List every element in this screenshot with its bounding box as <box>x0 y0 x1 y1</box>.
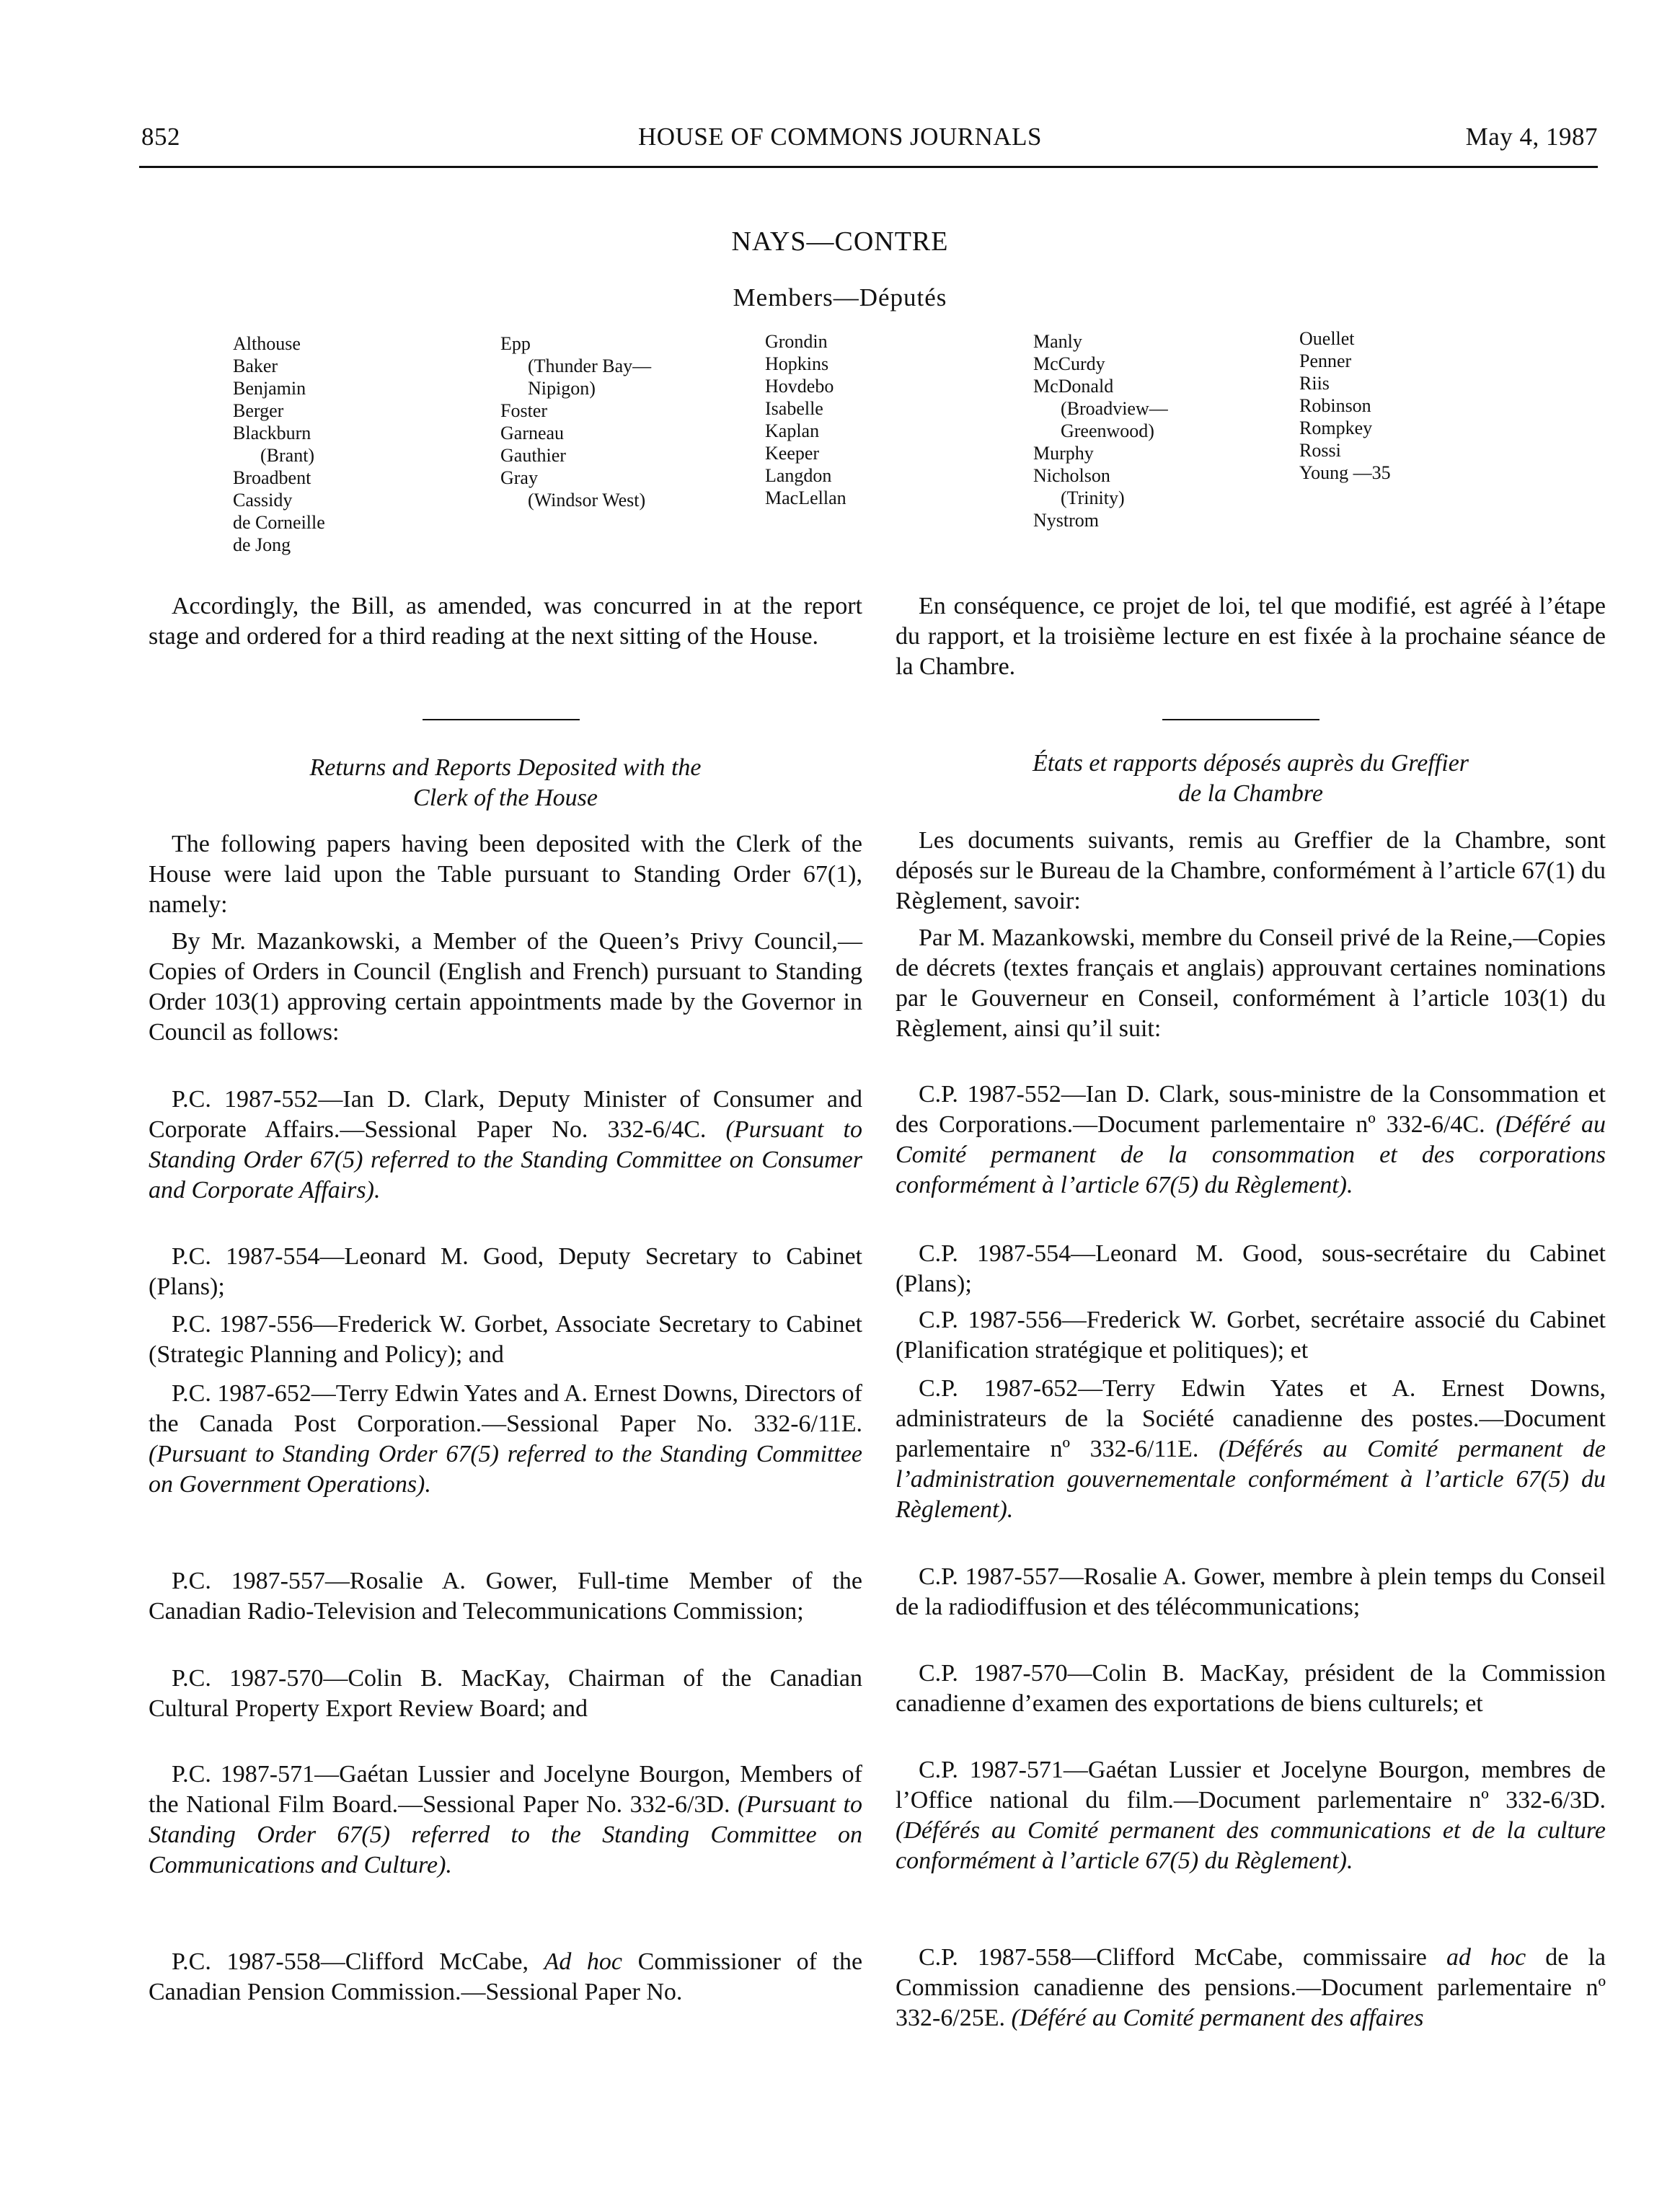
order-570-en: P.C. 1987-570—Colin B. MacKay, Chairman of the Canadian Cultural Property Export Review Board; and <box>149 1665 862 1722</box>
member-name: Blackburn <box>233 423 311 443</box>
section-title-line-2: de la Chambre <box>1178 780 1323 807</box>
member-name: de Corneille <box>233 512 325 533</box>
member-riding: (Trinity) <box>1061 487 1125 508</box>
section-title-line-1: États et rapports déposés auprès du Greffier <box>1032 750 1469 777</box>
section-heading-fr <box>896 748 1606 809</box>
order-text: P.C. 1987-571—Gaétan Lussier and Jocelyne Bourgon, Members of the National Film Board.—Sessional Paper No. 332-6/3D. <box>149 1761 862 1818</box>
order-text: C.P. 1987-571—Gaétan Lussier et Jocelyne Bourgon, membres de l’Office national du film.—Document parlementaire nº 332-6/3D. <box>896 1757 1606 1814</box>
referral-note: (Pursuant to Standing Order 67(5) referred to the Standing Committee on Communications and Culture). <box>149 1791 863 1878</box>
member-riding: (Thunder Bay— <box>528 355 652 376</box>
member-name: Kaplan <box>765 420 820 441</box>
order-552-en <box>149 1085 862 1206</box>
order-text: P.C. 1987-652—Terry Edwin Yates and A. Ernest Downs, Directors of the Canada Post Corporation.—Sessional Paper No. 332-6/11E. <box>149 1380 862 1437</box>
section-divider-en <box>423 719 580 720</box>
member-name: MacLellan <box>765 487 846 508</box>
member-name: Grondin <box>765 331 828 352</box>
by-mazankowski-en: By Mr. Mazankowski, a Member of the Queen’s Privy Council,—Copies of Orders in Council (English and French) pursuant to Standing Order 103(1) approving certain appointments made by the Governor in Council as follows: <box>149 928 862 1046</box>
order-text: de la Commission canadienne des pensions.—Document parlementaire nº 332-6/25E. <box>896 1944 1606 2031</box>
member-name: Nicholson <box>1033 465 1110 486</box>
referral-note: (Déféré au Comité permanent des affaires <box>1011 2005 1424 2031</box>
member-name: Foster <box>500 400 547 421</box>
order-571-fr <box>896 1755 1606 1876</box>
order-text: P.C. 1987-558—Clifford McCabe, <box>172 1948 529 1975</box>
order-text: C.P. 1987-558—Clifford McCabe, commissaire <box>919 1944 1427 1971</box>
member-name: Rossi <box>1299 440 1341 461</box>
order-652-en <box>149 1379 862 1500</box>
nays-column-3 <box>765 330 846 509</box>
referral-note: (Déférés au Comité permanent de l’administration gouvernementale conformément à l’article 67(5) du Règlement). <box>896 1436 1606 1523</box>
accordingly-paragraph-fr: En conséquence, ce projet de loi, tel que modifié, est agréé à l’étape du rapport, et la troisième lecture en est fixée à la prochaine séance de la Chambre. <box>896 593 1606 680</box>
order-554-fr: C.P. 1987-554—Leonard M. Good, sous-secrétaire du Cabinet (Plans); <box>896 1240 1606 1297</box>
ad-hoc-term: ad hoc <box>1446 1944 1526 1971</box>
member-name: Nystrom <box>1033 510 1099 531</box>
order-text: P.C. 1987-552—Ian D. Clark, Deputy Minister of Consumer and Corporate Affairs.—Sessional Paper No. 332-6/4C. <box>149 1086 862 1143</box>
order-557-fr: C.P. 1987-557—Rosalie A. Gower, membre à plein temps du Conseil de la radiodiffusion et des télécommunications; <box>896 1563 1606 1620</box>
member-name: McDonald <box>1033 376 1114 397</box>
nays-column-5 <box>1299 327 1391 484</box>
order-571-en <box>149 1759 862 1881</box>
nays-column-1 <box>233 332 325 556</box>
order-556-en: P.C. 1987-556—Frederick W. Gorbet, Associate Secretary to Cabinet (Strategic Planning and Policy); and <box>149 1311 862 1368</box>
member-name: Rompkey <box>1299 418 1373 438</box>
order-557-en: P.C. 1987-557—Rosalie A. Gower, Full-time Member of the Canadian Radio-Television and Telecommunications Commission; <box>149 1568 862 1625</box>
member-name: Isabelle <box>765 398 823 419</box>
member-riding: Nipigon) <box>528 378 596 399</box>
order-text: Commissioner of the Canadian Pension Commission.—Sessional Paper No. <box>149 1948 863 2005</box>
by-mazankowski-fr: Par M. Mazankowski, membre du Conseil privé de la Reine,—Copies de décrets (textes français et anglais) approuvant certaines nominations par le Gouverneur en Conseil, conformément à l’article 103(1) du Règlement, ainsi qu’il suit: <box>896 924 1606 1042</box>
member-name: Benjamin <box>233 378 306 399</box>
member-name: Penner <box>1299 350 1352 371</box>
following-papers-fr: Les documents suivants, remis au Greffier de la Chambre, sont déposés sur le Bureau de la Chambre, conformément à l’article 67(1) du Règlement, savoir: <box>896 827 1606 914</box>
page-date: May 4, 1987 <box>1465 123 1598 151</box>
header-rule <box>139 166 1598 168</box>
member-riding: (Windsor West) <box>528 490 646 511</box>
member-name: Manly <box>1033 331 1082 352</box>
member-name: Gray <box>500 467 538 488</box>
nays-column-4 <box>1033 330 1168 531</box>
member-name: Garneau <box>500 423 565 443</box>
member-name: Epp <box>500 333 531 354</box>
member-name: Ouellet <box>1299 328 1355 349</box>
member-name: McCurdy <box>1033 353 1105 374</box>
section-heading-en <box>149 753 862 813</box>
order-558-fr <box>896 1943 1606 2033</box>
journal-title: HOUSE OF COMMONS JOURNALS <box>638 123 1042 151</box>
member-riding: (Broadview— <box>1061 398 1168 419</box>
page-number: 852 <box>141 123 180 151</box>
member-name: Young —35 <box>1299 462 1391 483</box>
nays-column-2 <box>500 332 651 511</box>
referral-note: (Pursuant to Standing Order 67(5) referred to the Standing Committee on Government Operations). <box>149 1441 862 1498</box>
member-name: Hovdebo <box>765 376 834 397</box>
member-name: Gauthier <box>500 445 566 466</box>
order-552-fr <box>896 1079 1606 1201</box>
member-name: Hopkins <box>765 353 829 374</box>
following-papers-en: The following papers having been deposited with the Clerk of the House were laid upon the Table pursuant to Standing Order 67(1), namely: <box>149 831 862 918</box>
member-name: Althouse <box>233 333 301 354</box>
member-name: Riis <box>1299 373 1330 394</box>
section-divider-fr <box>1162 719 1319 720</box>
accordingly-paragraph-en: Accordingly, the Bill, as amended, was concurred in at the report stage and ordered for a third reading at the next sitting of the House. <box>149 593 862 650</box>
member-name: Cassidy <box>233 490 293 511</box>
member-riding: (Brant) <box>260 445 315 466</box>
division-title: NAYS—CONTRE <box>731 226 949 257</box>
ad-hoc-term: Ad hoc <box>544 1948 623 1975</box>
referral-note: (Pursuant to Standing Order 67(5) referred to the Standing Committee on Consumer and Corporate Affairs). <box>149 1116 863 1204</box>
member-riding: Greenwood) <box>1061 420 1154 441</box>
member-name: de Jong <box>233 534 291 555</box>
order-570-fr: C.P. 1987-570—Colin B. MacKay, président de la Commission canadienne d’examen des exportations de biens culturels; et <box>896 1660 1606 1717</box>
member-name: Keeper <box>765 443 820 464</box>
division-subtitle: Members—Députés <box>733 283 947 312</box>
member-name: Baker <box>233 355 278 376</box>
order-558-en <box>149 1947 862 2008</box>
member-name: Berger <box>233 400 284 421</box>
member-name: Robinson <box>1299 395 1371 416</box>
member-name: Murphy <box>1033 443 1094 464</box>
order-652-fr <box>896 1374 1606 1525</box>
order-text: C.P. 1987-652—Terry Edwin Yates et A. Ernest Downs, administrateurs de la Société canadienne des postes.—Document parlementaire nº 332-6/11E. <box>896 1375 1606 1462</box>
referral-note: (Déféré au Comité permanent de la consommation et des corporations conformément à l’article 67(5) du Règlement). <box>896 1111 1606 1198</box>
order-556-fr: C.P. 1987-556—Frederick W. Gorbet, secrétaire associé du Cabinet (Planification stratégique et politiques); et <box>896 1307 1606 1364</box>
order-554-en: P.C. 1987-554—Leonard M. Good, Deputy Secretary to Cabinet (Plans); <box>149 1243 862 1300</box>
member-name: Broadbent <box>233 467 311 488</box>
member-name: Langdon <box>765 465 832 486</box>
referral-note: (Déférés au Comité permanent des communications et de la culture conformément à l’article 67(5) du Règlement). <box>896 1817 1606 1874</box>
section-title-line-2: Clerk of the House <box>413 785 598 811</box>
section-title-line-1: Returns and Reports Deposited with the <box>309 754 702 781</box>
order-text: C.P. 1987-552—Ian D. Clark, sous-ministre de la Consommation et des Corporations.—Document parlementaire nº 332-6/4C. <box>896 1081 1606 1138</box>
